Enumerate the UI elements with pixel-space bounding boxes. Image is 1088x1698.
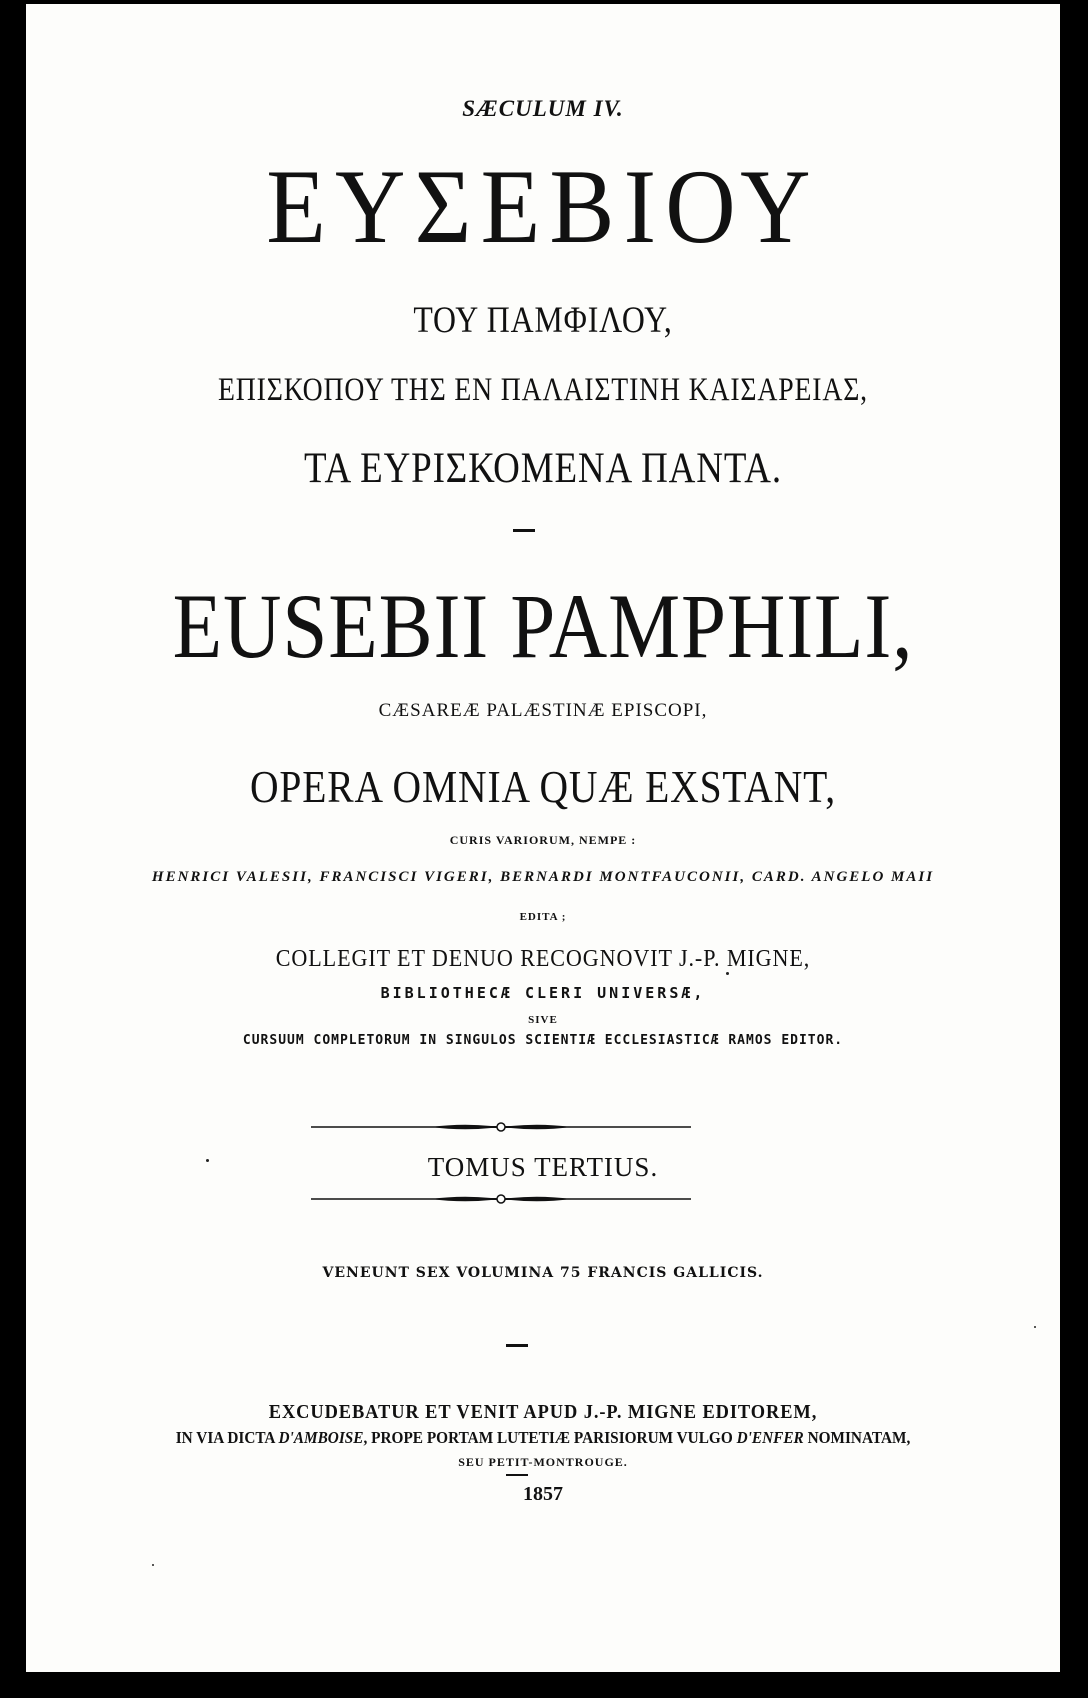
greek-subtitle-2: ΕΠΙΣΚΟΠΟΥ ΤΗΣ ΕΝ ΠΑΛΑΙΣΤΙΝΗ ΚΑΙΣΑΡΕΙΑΣ, [218, 372, 868, 408]
scan-speck [1034, 1326, 1036, 1328]
editors-line: HENRICI VALESII, FRANCISCI VIGERI, BERNARDI MONTFAUCONII, CARD. ANGELO MAII [151, 869, 935, 885]
imprint-gate: D'ENFER [736, 1428, 804, 1447]
imprint-text: IN VIA DICTA [175, 1428, 279, 1447]
imprint-text: NOMINATAM, [803, 1428, 911, 1447]
century-label: SÆCULUM IV. [462, 96, 624, 121]
imprint-street: D'AMBOISE [278, 1428, 364, 1447]
latin-subtitle: CÆSAREÆ PALÆSTINÆ EPISCOPI, [378, 700, 708, 721]
edita-line: EDITA ; [519, 911, 567, 923]
scan-speck [206, 1159, 209, 1162]
volume-label: TOMUS TERTIUS. [427, 1152, 659, 1182]
imprint-line-1: EXCUDEBATUR ET VENIT APUD J.-P. MIGNE EDITOREM, [268, 1401, 818, 1423]
imprint-text: , PROPE PORTAM LUTETIÆ PARISIORUM VULGO [363, 1428, 737, 1447]
cursuum-line: CURSUUM COMPLETORUM IN SINGULOS SCIENTIÆ ECCLESIASTICÆ RAMOS EDITOR. [242, 1033, 844, 1048]
imprint-line-3: SEU PETIT-MONTROUGE. [458, 1455, 628, 1469]
greek-subtitle-1: ΤΟΥ ΠΑΜΦΙΛΟΥ, [413, 300, 673, 341]
imprint-line-2 [78, 1429, 1009, 1446]
divider-dash [513, 529, 535, 532]
sive-line: SIVE [528, 1014, 558, 1026]
scan-edge [1060, 0, 1062, 1698]
latin-author-title: EUSEBII PAMPHILI, [172, 575, 914, 677]
scan-speck [726, 972, 729, 975]
collegit-line: COLLEGIT ET DENUO RECOGNOVIT J.-P. MIGNE, [275, 946, 811, 972]
bibliotheca-line: BIBLIOTHECÆ CLERI UNIVERSÆ, [380, 984, 706, 1002]
price-line: VENEUNT SEX VOLUMINA 75 FRANCIS GALLICIS. [322, 1265, 764, 1281]
divider-dash [506, 1344, 528, 1347]
ornamental-rule-top [311, 1120, 691, 1134]
divider-dash [506, 1474, 528, 1476]
publication-year: 1857 [523, 1483, 563, 1505]
scan-speck [152, 1564, 154, 1566]
opera-line: OPERA OMNIA QUÆ EXSTANT, [249, 761, 836, 812]
curis-line: CURIS VARIORUM, NEMPE : [449, 833, 637, 847]
greek-author-title: ΕΥΣΕΒΙΟΥ [266, 148, 820, 265]
title-page [26, 4, 1060, 1672]
greek-subtitle-3: ΤΑ ΕΥΡΙΣΚΟΜΕΝΑ ΠΑΝΤΑ. [304, 445, 782, 492]
ornamental-rule-bottom [311, 1192, 691, 1206]
